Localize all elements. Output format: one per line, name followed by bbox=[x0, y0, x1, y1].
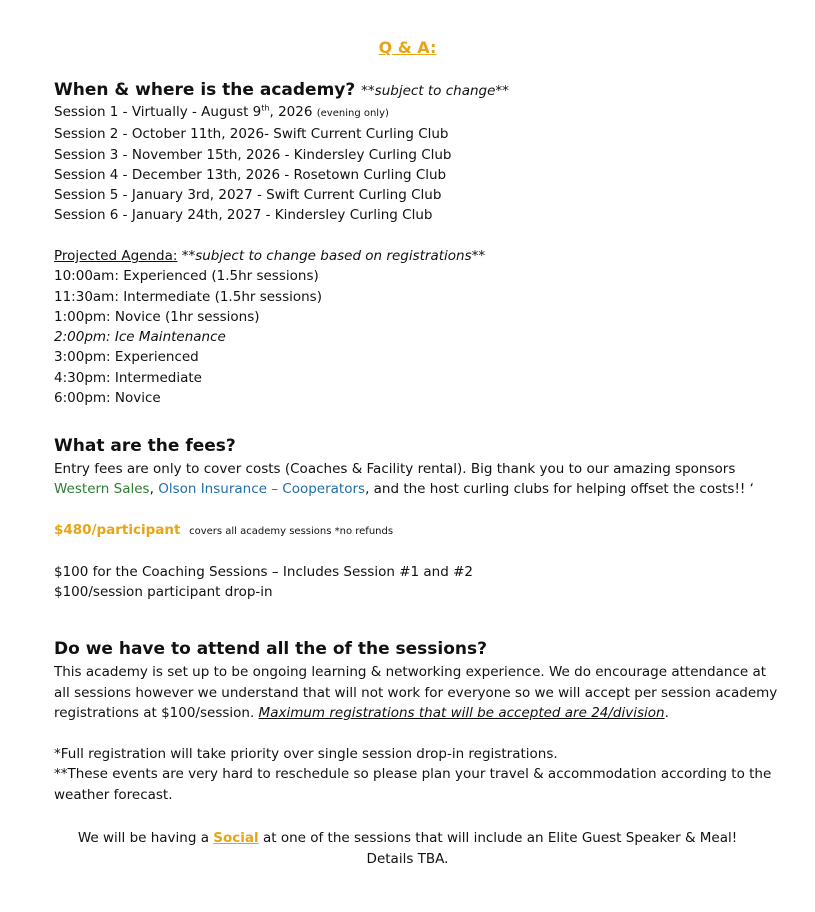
agenda-label: Projected Agenda: bbox=[54, 248, 178, 264]
session-1-note: (evening only) bbox=[316, 108, 389, 119]
agenda-text: Experienced bbox=[114, 349, 199, 366]
where-heading-text: When & where is the academy? bbox=[54, 80, 356, 100]
agenda-time: 4:30pm: bbox=[54, 369, 111, 386]
social-link: Social bbox=[213, 830, 259, 846]
agenda-item bbox=[54, 307, 794, 327]
agenda-time: 1:00pm: bbox=[54, 308, 111, 325]
agenda-time: 6:00pm: bbox=[54, 390, 111, 407]
sponsor-olson-insurance: Olson Insurance – Cooperators bbox=[158, 481, 366, 498]
agenda-time: 10:00am: bbox=[54, 268, 119, 285]
agenda-heading bbox=[54, 246, 794, 266]
agenda-time: 2:00pm: bbox=[54, 329, 111, 346]
agenda-text: Experienced (1.5hr sessions) bbox=[123, 268, 319, 285]
fees-section bbox=[54, 435, 794, 500]
fees-heading: What are the fees? bbox=[54, 436, 236, 456]
attend-heading: Do we have to attend all the of the sessions? bbox=[54, 639, 488, 659]
session-line: Session 5 - January 3rd, 2027 - Swift Current Curling Club bbox=[54, 187, 442, 204]
price-line bbox=[54, 520, 794, 542]
agenda-text: Intermediate (1.5hr sessions) bbox=[123, 288, 322, 305]
page-title: Q & A: bbox=[378, 38, 437, 57]
session-1-post: , 2026 bbox=[269, 104, 317, 120]
where-heading bbox=[54, 79, 794, 102]
agenda-time: 11:30am: bbox=[54, 288, 119, 305]
attend-max-registrations: Maximum registrations that will be accepted are 24/division bbox=[258, 705, 665, 721]
agenda-text: Ice Maintenance bbox=[114, 329, 226, 346]
price-note: covers all academy sessions *no refunds bbox=[189, 526, 394, 537]
attend-note-1: *Full registration will take priority over single session drop-in registrations. bbox=[54, 745, 558, 762]
fees-separator: , bbox=[149, 481, 159, 498]
fee-details bbox=[54, 562, 794, 603]
fees-line-2-rest: , and the host curling clubs for helping offset the costs!! ‘ bbox=[365, 481, 754, 498]
footer-details: Details TBA. bbox=[366, 850, 449, 867]
session-line: Session 3 - November 15th, 2026 - Kindersley Curling Club bbox=[54, 146, 452, 163]
session-1-sup: th bbox=[261, 103, 270, 113]
agenda-item bbox=[54, 388, 794, 408]
coaching-fee: $100 for the Coaching Sessions – Includes Session #1 and #2 bbox=[54, 564, 473, 580]
where-section bbox=[54, 79, 794, 226]
agenda-time: 3:00pm: bbox=[54, 349, 111, 366]
agenda-item bbox=[54, 368, 794, 388]
sponsor-western-sales: Western Sales bbox=[54, 481, 150, 498]
agenda-item bbox=[54, 266, 794, 286]
session-line: Session 6 - January 24th, 2027 - Kindersley Curling Club bbox=[54, 207, 433, 224]
where-heading-note: **subject to change** bbox=[361, 83, 509, 99]
attend-paragraph bbox=[54, 662, 779, 724]
attend-period: . bbox=[664, 705, 669, 721]
session-line: Session 4 - December 13th, 2026 - Rosetown Curling Club bbox=[54, 166, 447, 183]
footer-line bbox=[40, 828, 775, 849]
session-line bbox=[54, 102, 794, 124]
dropin-fee: $100/session participant drop-in bbox=[54, 584, 273, 601]
price-amount: $480/participant bbox=[54, 522, 181, 538]
session-line: Session 2 - October 11th, 2026- Swift Current Curling Club bbox=[54, 126, 449, 143]
agenda-item bbox=[54, 287, 794, 307]
attend-text: This academy is set up to be ongoing learning & networking experience. We do encourage attendance at all sessions however we understand that will not work for everyone so we will accept per session academy registrations at $100/session. bbox=[54, 664, 778, 721]
footer bbox=[40, 828, 775, 869]
fees-line-1: Entry fees are only to cover costs (Coaches & Facility rental). Big thank you to our amazing sponsors bbox=[54, 461, 736, 477]
attend-note-2: **These events are very hard to reschedule so please plan your travel & accommodation according to the weather forecast. bbox=[54, 766, 772, 803]
agenda-text: Intermediate bbox=[114, 369, 202, 386]
fees-line-2 bbox=[54, 479, 794, 499]
footer-pre: We will be having a bbox=[77, 830, 214, 846]
agenda-item bbox=[54, 347, 794, 367]
agenda-section bbox=[54, 246, 794, 408]
session-1-text: Session 1 - Virtually - August 9 bbox=[54, 104, 262, 120]
agenda-item bbox=[54, 327, 794, 347]
attend-section bbox=[54, 638, 779, 805]
agenda-text: Novice bbox=[114, 390, 161, 407]
agenda-note: **subject to change based on registrations** bbox=[181, 248, 486, 264]
agenda-text: Novice (1hr sessions) bbox=[114, 308, 260, 325]
footer-post: at one of the sessions that will include an Elite Guest Speaker & Meal! bbox=[258, 830, 738, 846]
